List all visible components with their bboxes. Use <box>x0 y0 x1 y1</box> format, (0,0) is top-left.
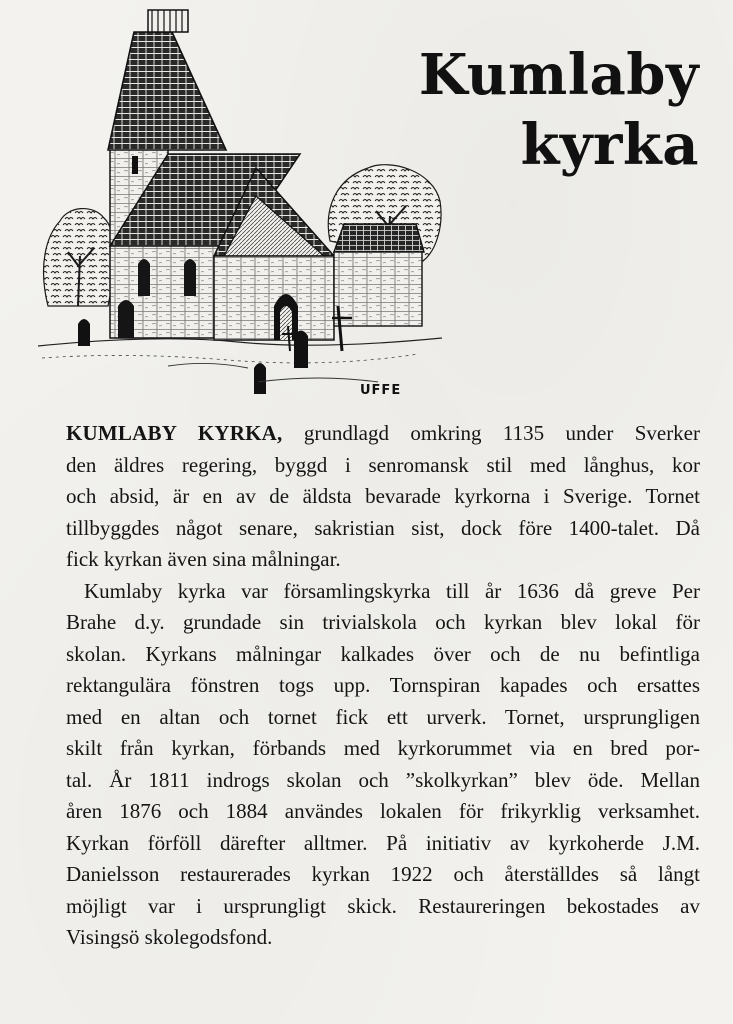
text-line: tal. År 1811 indrogs skolan och ”skolkyrkan” blev öde. Mellan <box>66 767 700 792</box>
text-line: möjligt var i ursprungligt skick. Restaureringen bekostades av <box>66 893 700 918</box>
text-line: Kyrkan förföll därefter alltmer. På initiativ av kyrkoherde J.M. <box>66 830 700 855</box>
text-line: med en altan och tornet fick ett urverk. Tornet, ursprungligen <box>66 704 700 729</box>
text-line: tillbyggdes något senare, sakristian sist, dock före 1400-talet. Då <box>66 515 700 540</box>
artist-signature: UFFE <box>360 383 402 398</box>
text-line: och absid, är en av de äldsta bevarade kyrkorna i Sverige. Tornet <box>66 484 700 508</box>
church-illustration <box>38 6 442 398</box>
lead-heading: KUMLABY KYRKA, <box>66 421 283 445</box>
left-tree <box>44 209 115 306</box>
text-line: rektangulära fönstren togs upp. Tornspiran kapades och ersattes <box>66 673 700 697</box>
text-line: grundlagd omkring 1135 under Sverker <box>282 421 700 445</box>
text-line: skolan. Kyrkans målningar kalkades över och de nu befintliga <box>66 641 700 666</box>
text-line: fick kyrkan även sina målningar. <box>66 547 341 571</box>
text-line: Kumlaby kyrka var församlingskyrka till år 1636 då greve Per <box>84 578 700 603</box>
text-line: Visingsö skolegodsfond. <box>66 925 273 949</box>
paragraph-1 <box>66 418 700 576</box>
church-sacristy <box>334 224 424 326</box>
text-line: Brahe d.y. grundade sin trivialskola och kyrkan blev lokal för <box>66 610 700 634</box>
title-line-1: Kumlaby <box>418 42 699 108</box>
paragraph-2 <box>66 576 700 954</box>
page-title <box>399 40 699 180</box>
text-line: skilt från kyrkan, förbands med kyrkorummet via en bred por- <box>66 736 700 760</box>
paragraph-1-line-1 <box>66 418 700 450</box>
text-line: den äldres regering, byggd i senromansk stil med långhus, kor <box>66 452 700 477</box>
text-line: åren 1876 och 1884 användes lokalen för frikyrklig verksamhet. <box>66 799 700 823</box>
article-body <box>66 418 700 954</box>
text-line: Danielsson restaurerades kyrkan 1922 och återställdes så långt <box>66 862 700 886</box>
title-line-2: kyrka <box>520 112 699 178</box>
